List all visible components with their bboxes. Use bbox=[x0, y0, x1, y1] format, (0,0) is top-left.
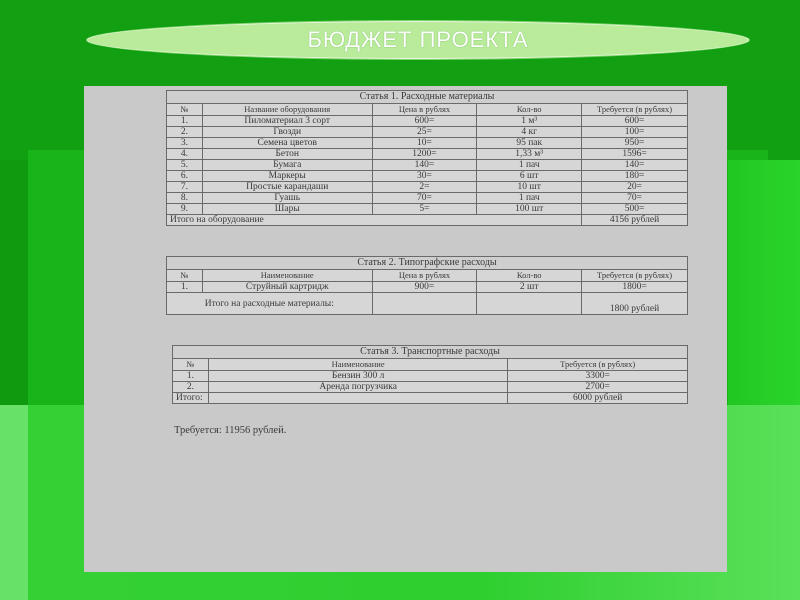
column-header: Требуется (в рублях) bbox=[582, 104, 688, 116]
table-cell: 100 шт bbox=[477, 204, 582, 215]
table-cell: 6. bbox=[167, 171, 203, 182]
table-cell: 5= bbox=[372, 204, 477, 215]
column-header: Цена в рублях bbox=[372, 270, 477, 282]
table-cell: 1 м³ bbox=[477, 116, 582, 127]
background-left-strip bbox=[0, 405, 28, 600]
table-cell: Струйный картридж bbox=[202, 282, 372, 293]
transport-table-block bbox=[172, 345, 688, 404]
table-cell: Простые карандаши bbox=[202, 182, 372, 193]
printing-table-caption: Статья 2. Типографские расходы bbox=[166, 256, 688, 269]
table-cell: 6 шт bbox=[477, 171, 582, 182]
transport-table-caption: Статья 3. Транспортные расходы bbox=[172, 345, 688, 358]
materials-table-caption: Статья 1. Расходные материалы bbox=[166, 90, 688, 103]
table-cell: 500= bbox=[582, 204, 688, 215]
table-cell bbox=[372, 293, 477, 315]
table-cell: 9. bbox=[167, 204, 203, 215]
table-cell: 10= bbox=[372, 138, 477, 149]
table-cell: 1800= bbox=[582, 282, 688, 293]
column-header: Наименование bbox=[202, 270, 372, 282]
table-cell: 20= bbox=[582, 182, 688, 193]
table-row bbox=[167, 116, 688, 127]
table-row bbox=[167, 149, 688, 160]
table-cell: 140= bbox=[372, 160, 477, 171]
table-row bbox=[167, 282, 688, 293]
table-cell: 2700= bbox=[508, 382, 688, 393]
table-cell: 70= bbox=[582, 193, 688, 204]
table-cell: 1200= bbox=[372, 149, 477, 160]
slide-title-banner bbox=[86, 20, 750, 60]
table-cell: Бетон bbox=[202, 149, 372, 160]
table-cell bbox=[477, 293, 582, 315]
table-cell: 4 кг bbox=[477, 127, 582, 138]
table-cell: Бензин 300 л bbox=[208, 371, 507, 382]
table-row bbox=[173, 371, 688, 382]
column-header: Требуется (в рублях) bbox=[582, 270, 688, 282]
table-row bbox=[167, 193, 688, 204]
table-cell: 950= bbox=[582, 138, 688, 149]
total-label: Итого: bbox=[173, 393, 209, 404]
table-cell: 2. bbox=[167, 127, 203, 138]
table-cell: 95 пак bbox=[477, 138, 582, 149]
table-row bbox=[167, 204, 688, 215]
table-cell: 5. bbox=[167, 160, 203, 171]
table-cell: 2= bbox=[372, 182, 477, 193]
table-cell: Семена цветов bbox=[202, 138, 372, 149]
table-row bbox=[167, 182, 688, 193]
column-header: Цена в рублях bbox=[372, 104, 477, 116]
table-cell: 25= bbox=[372, 127, 477, 138]
table-header-row bbox=[173, 359, 688, 371]
column-header: Наименование bbox=[208, 359, 507, 371]
table-cell: 900= bbox=[372, 282, 477, 293]
table-row bbox=[167, 127, 688, 138]
column-header: № bbox=[167, 270, 203, 282]
table-cell: 1596= bbox=[582, 149, 688, 160]
column-header: № bbox=[173, 359, 209, 371]
table-cell: 1 пач bbox=[477, 160, 582, 171]
table-row bbox=[167, 160, 688, 171]
printing-table bbox=[166, 269, 688, 315]
table-cell: 3300= bbox=[508, 371, 688, 382]
table-cell: Аренда погрузчика bbox=[208, 382, 507, 393]
table-row bbox=[167, 138, 688, 149]
materials-table bbox=[166, 103, 688, 226]
slide-title: БЮДЖЕТ ПРОЕКТА bbox=[307, 27, 529, 52]
table-cell: 3. bbox=[167, 138, 203, 149]
table-cell: Шары bbox=[202, 204, 372, 215]
table-cell: 8. bbox=[167, 193, 203, 204]
table-total-row bbox=[167, 215, 688, 226]
table-cell: 2 шт bbox=[477, 282, 582, 293]
table-cell: Бумага bbox=[202, 160, 372, 171]
table-total-row bbox=[167, 293, 688, 315]
total-label: Итого на расходные материалы: bbox=[167, 293, 373, 315]
table-total-row bbox=[173, 393, 688, 404]
table-cell: 2. bbox=[173, 382, 209, 393]
scanned-document bbox=[84, 86, 727, 572]
total-label: Итого на оборудование bbox=[167, 215, 582, 226]
table-cell: Пиломатериал 3 сорт bbox=[202, 116, 372, 127]
table-row bbox=[173, 382, 688, 393]
column-header: Кол-во bbox=[477, 104, 582, 116]
grand-total-text: Требуется: 11956 рублей. bbox=[174, 425, 287, 436]
table-header-row bbox=[167, 270, 688, 282]
column-header: Название оборудования bbox=[202, 104, 372, 116]
table-cell: 1. bbox=[167, 116, 203, 127]
table-cell: 100= bbox=[582, 127, 688, 138]
table-cell: 1. bbox=[173, 371, 209, 382]
table-cell: 30= bbox=[372, 171, 477, 182]
table-cell: Гвозди bbox=[202, 127, 372, 138]
table-cell: 600= bbox=[372, 116, 477, 127]
table-cell: 600= bbox=[582, 116, 688, 127]
total-value: 1800 рублей bbox=[582, 293, 688, 315]
column-header: Кол-во bbox=[477, 270, 582, 282]
printing-table-block bbox=[166, 256, 688, 315]
table-cell bbox=[208, 393, 507, 404]
total-value: 6000 рублей bbox=[508, 393, 688, 404]
table-row bbox=[167, 171, 688, 182]
table-header-row bbox=[167, 104, 688, 116]
table-cell: 10 шт bbox=[477, 182, 582, 193]
table-cell: 1 пач bbox=[477, 193, 582, 204]
column-header: № bbox=[167, 104, 203, 116]
table-cell: 1. bbox=[167, 282, 203, 293]
table-cell: 1,33 м³ bbox=[477, 149, 582, 160]
total-value: 4156 рублей bbox=[582, 215, 688, 226]
table-cell: 7. bbox=[167, 182, 203, 193]
materials-table-block bbox=[166, 90, 688, 226]
table-cell: Гуашь bbox=[202, 193, 372, 204]
table-cell: 4. bbox=[167, 149, 203, 160]
table-cell: 70= bbox=[372, 193, 477, 204]
column-header: Требуется (в рублях) bbox=[508, 359, 688, 371]
table-cell: 180= bbox=[582, 171, 688, 182]
transport-table bbox=[172, 358, 688, 404]
table-cell: Маркеры bbox=[202, 171, 372, 182]
table-cell: 140= bbox=[582, 160, 688, 171]
